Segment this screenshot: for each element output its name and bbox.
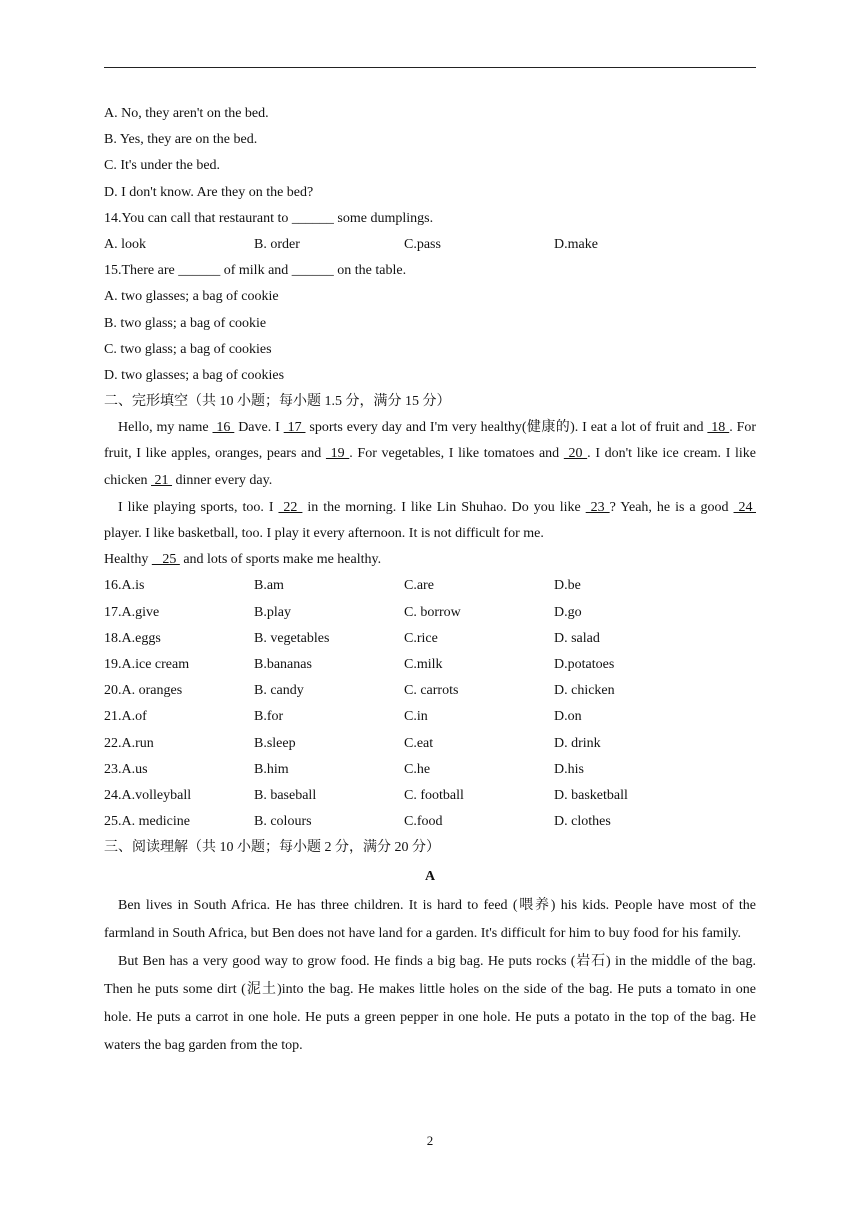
blank-23: 23 xyxy=(585,499,610,515)
option-c: C.food xyxy=(404,814,443,830)
cloze-option-row-25 xyxy=(104,809,756,835)
cloze-text: Hello, my name xyxy=(118,420,213,436)
q15-stem: 15.There are ______ of milk and ______ on the table. xyxy=(104,263,407,279)
cloze-text: Dave. I xyxy=(234,420,284,436)
option-a: 25.A. medicine xyxy=(104,814,190,830)
option-b: B. vegetables xyxy=(254,630,330,646)
passage-a-paragraph-2: But Ben has a very good way to grow food. He finds a big bag. He puts rocks (岩石) in the middle of the bag. Then he puts some dirt (泥土)into the bag. He makes little holes on the side of the bag. He puts a tomato in one hole. He puts a carrot in one hole. He puts a green pepper in one hole. He puts a potato in the top of the bag. He waters the bag garden from the top. xyxy=(104,953,756,1053)
q14-stem: 14.You can call that restaurant to ______ some dumplings. xyxy=(104,210,434,226)
blank-19: 19 xyxy=(325,446,350,462)
option-d: D. clothes xyxy=(554,814,611,830)
header-rule xyxy=(104,67,756,68)
cloze-text: Healthy xyxy=(104,552,152,568)
q14-options xyxy=(104,232,756,258)
option-a: 19.A.ice cream xyxy=(104,657,190,673)
option-c: C. football xyxy=(404,787,464,803)
cloze-option-row-21 xyxy=(104,704,756,730)
q14-option-a: A. look xyxy=(104,236,146,252)
option-d: D.be xyxy=(554,578,581,594)
q15-option-c: C. two glass; a bag of cookies xyxy=(104,341,272,357)
cloze-paragraph-2 xyxy=(104,495,756,547)
cloze-option-row-19 xyxy=(104,652,756,678)
option-d: D. chicken xyxy=(554,683,615,699)
cloze-option-row-23 xyxy=(104,757,756,783)
option-b: B.play xyxy=(254,604,291,620)
q15-option-b: B. two glass; a bag of cookie xyxy=(104,315,267,331)
cloze-paragraph-3 xyxy=(104,547,756,573)
cloze-option-row-22 xyxy=(104,731,756,757)
option-d: D.go xyxy=(554,604,582,620)
option-d: D. salad xyxy=(554,630,600,646)
cloze-options-table xyxy=(104,573,756,835)
blank-20: 20 xyxy=(563,446,588,462)
option-b: B.sleep xyxy=(254,735,296,751)
option-c: C.are xyxy=(404,578,434,594)
option-a: 17.A.give xyxy=(104,604,160,620)
option-c: C.rice xyxy=(404,630,438,646)
option-a: 20.A. oranges xyxy=(104,683,183,699)
option-c: C.in xyxy=(404,709,428,725)
blank-18: 18 xyxy=(707,420,730,436)
cloze-text: ? Yeah, he is a good xyxy=(609,499,734,515)
cloze-option-row-17 xyxy=(104,600,756,626)
option-a: 16.A.is xyxy=(104,578,145,594)
option-b: B.bananas xyxy=(254,657,312,673)
q13-option-d: D. I don't know. Are they on the bed? xyxy=(104,184,314,200)
option-a: 21.A.of xyxy=(104,709,147,725)
option-a: 24.A.volleyball xyxy=(104,787,192,803)
cloze-option-row-20 xyxy=(104,678,756,704)
page-number: 2 xyxy=(426,1133,434,1148)
option-c: C. borrow xyxy=(404,604,461,620)
option-d: D.on xyxy=(554,709,582,725)
cloze-paragraph-1 xyxy=(104,415,756,494)
option-b: B. baseball xyxy=(254,787,317,803)
blank-17: 17 xyxy=(283,420,306,436)
option-b: B. colours xyxy=(254,814,312,830)
option-a: 18.A.eggs xyxy=(104,630,161,646)
cloze-text: in the morning. I like Lin Shuhao. Do you like xyxy=(302,499,586,515)
option-d: D. drink xyxy=(554,735,601,751)
option-b: B. candy xyxy=(254,683,304,699)
blank-25: 25 xyxy=(151,552,180,568)
q13-option-b: B. Yes, they are on the bed. xyxy=(104,132,258,148)
option-d: D.his xyxy=(554,761,584,777)
q15-option-d: D. two glasses; a bag of cookies xyxy=(104,367,285,383)
q14-option-b: B. order xyxy=(254,236,300,252)
option-d: D.potatoes xyxy=(554,657,615,673)
cloze-option-row-18 xyxy=(104,626,756,652)
option-b: B.am xyxy=(254,578,284,594)
passage-a-label: A xyxy=(424,868,436,884)
cloze-text: . I don't like ice cream. I like chicken xyxy=(104,446,757,488)
q13-option-a: A. No, they aren't on the bed. xyxy=(104,106,269,121)
blank-21: 21 xyxy=(151,472,173,488)
option-d: D. basketball xyxy=(554,787,628,803)
q14-option-d: D.make xyxy=(554,236,598,252)
cloze-text: . For fruit, I like apples, oranges, pears and xyxy=(104,420,757,462)
option-c: C.milk xyxy=(404,657,443,673)
cloze-option-row-16 xyxy=(104,573,756,599)
blank-22: 22 xyxy=(278,499,303,515)
page-content xyxy=(104,101,756,1060)
option-c: C.eat xyxy=(404,735,434,751)
cloze-text: . For vegetables, I like tomatoes and xyxy=(349,446,564,462)
cloze-option-row-24 xyxy=(104,783,756,809)
cloze-text: and lots of sports make me healthy. xyxy=(179,552,382,568)
option-c: C. carrots xyxy=(404,683,459,699)
q15-option-a: A. two glasses; a bag of cookie xyxy=(104,289,279,305)
option-a: 23.A.us xyxy=(104,761,148,777)
option-c: C.he xyxy=(404,761,431,777)
cloze-text: player. I like basketball, too. I play it every afternoon. It is not difficult for me. xyxy=(104,526,544,542)
option-b: B.him xyxy=(254,761,289,777)
cloze-text: sports every day and I'm very healthy(健康的). I eat a lot of fruit and xyxy=(305,420,708,436)
option-a: 22.A.run xyxy=(104,735,154,751)
cloze-text: dinner every day. xyxy=(172,472,273,488)
passage-a-paragraph-1: Ben lives in South Africa. He has three children. It is hard to feed (喂养) his kids. People have most of the farmland in South Africa, but Ben does not have land for a garden. It's difficult for him to buy food for his family. xyxy=(104,897,756,941)
blank-24: 24 xyxy=(733,499,756,515)
q13-option-c: C. It's under the bed. xyxy=(104,158,221,174)
section2-heading: 二、完形填空（共 10 小题；每小题 1.5 分，满分 15 分） xyxy=(104,394,451,410)
q14-option-c: C.pass xyxy=(404,236,441,252)
section3-heading: 三、阅读理解（共 10 小题；每小题 2 分，满分 20 分） xyxy=(104,840,440,856)
blank-16: 16 xyxy=(212,420,235,436)
option-b: B.for xyxy=(254,709,284,725)
cloze-text: I like playing sports, too. I xyxy=(118,499,279,515)
